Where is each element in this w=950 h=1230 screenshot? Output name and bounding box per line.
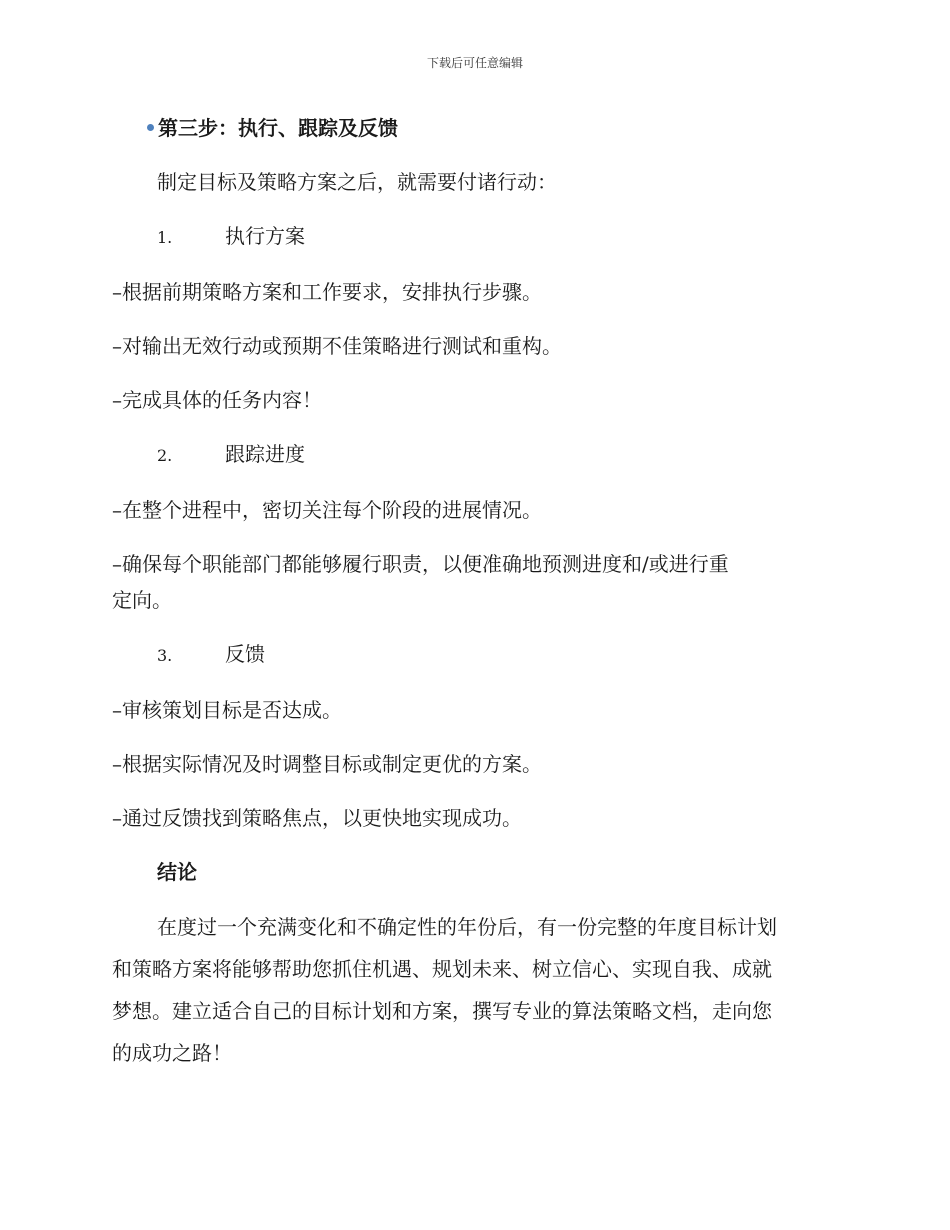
section-intro: 制定目标及策略方案之后，就需要付诸行动： [157, 170, 557, 194]
list-point: –完成具体的任务内容！ [112, 388, 322, 412]
list-item-1 [112, 216, 832, 258]
page-header: 下载后可任意编辑 [426, 56, 523, 70]
list-point: –通过反馈找到策略焦点，以更快地实现成功。 [112, 806, 522, 830]
conclusion-line-1: 在度过一个充满变化和不确定性的年份后，有一份完整的年度目标计划 [157, 915, 777, 939]
document-body [112, 108, 832, 1074]
conclusion-line-4: 的成功之路！ [112, 1041, 232, 1065]
conclusion-line-3: 梦想。建立适合自己的目标计划和方案，撰写专业的算法策略文档，走向您 [112, 999, 772, 1023]
list-title: 反馈 [225, 642, 265, 666]
list-point: –根据实际情况及时调整目标或制定更优的方案。 [112, 752, 542, 776]
list-point-wrap-line1: –确保每个职能部门都能够履行职责，以便准确地预测进度和/或进行重 [112, 552, 729, 576]
list-title: 跟踪进度 [225, 442, 305, 466]
list-point: –在整个进程中，密切关注每个阶段的进展情况。 [112, 498, 542, 522]
section-heading [112, 108, 832, 148]
list-point-wrap-line2: 定向。 [112, 588, 172, 612]
list-item-2 [112, 434, 832, 476]
list-number: 3. [157, 646, 173, 665]
section-heading-text: 第三步：执行、跟踪及反馈 [158, 116, 398, 140]
list-point: –根据前期策略方案和工作要求，安排执行步骤。 [112, 280, 542, 304]
bullet-dot-icon [147, 124, 154, 131]
list-number: 1. [157, 228, 173, 247]
conclusion-heading: 结论 [157, 860, 197, 884]
list-title: 执行方案 [225, 224, 305, 248]
list-item-3 [112, 634, 832, 676]
list-point: –审核策划目标是否达成。 [112, 698, 342, 722]
list-number: 2. [157, 446, 173, 465]
conclusion-line-2: 和策略方案将能够帮助您抓住机遇、规划未来、树立信心、实现自我、成就 [112, 957, 772, 981]
list-point: –对输出无效行动或预期不佳策略进行测试和重构。 [112, 334, 562, 358]
